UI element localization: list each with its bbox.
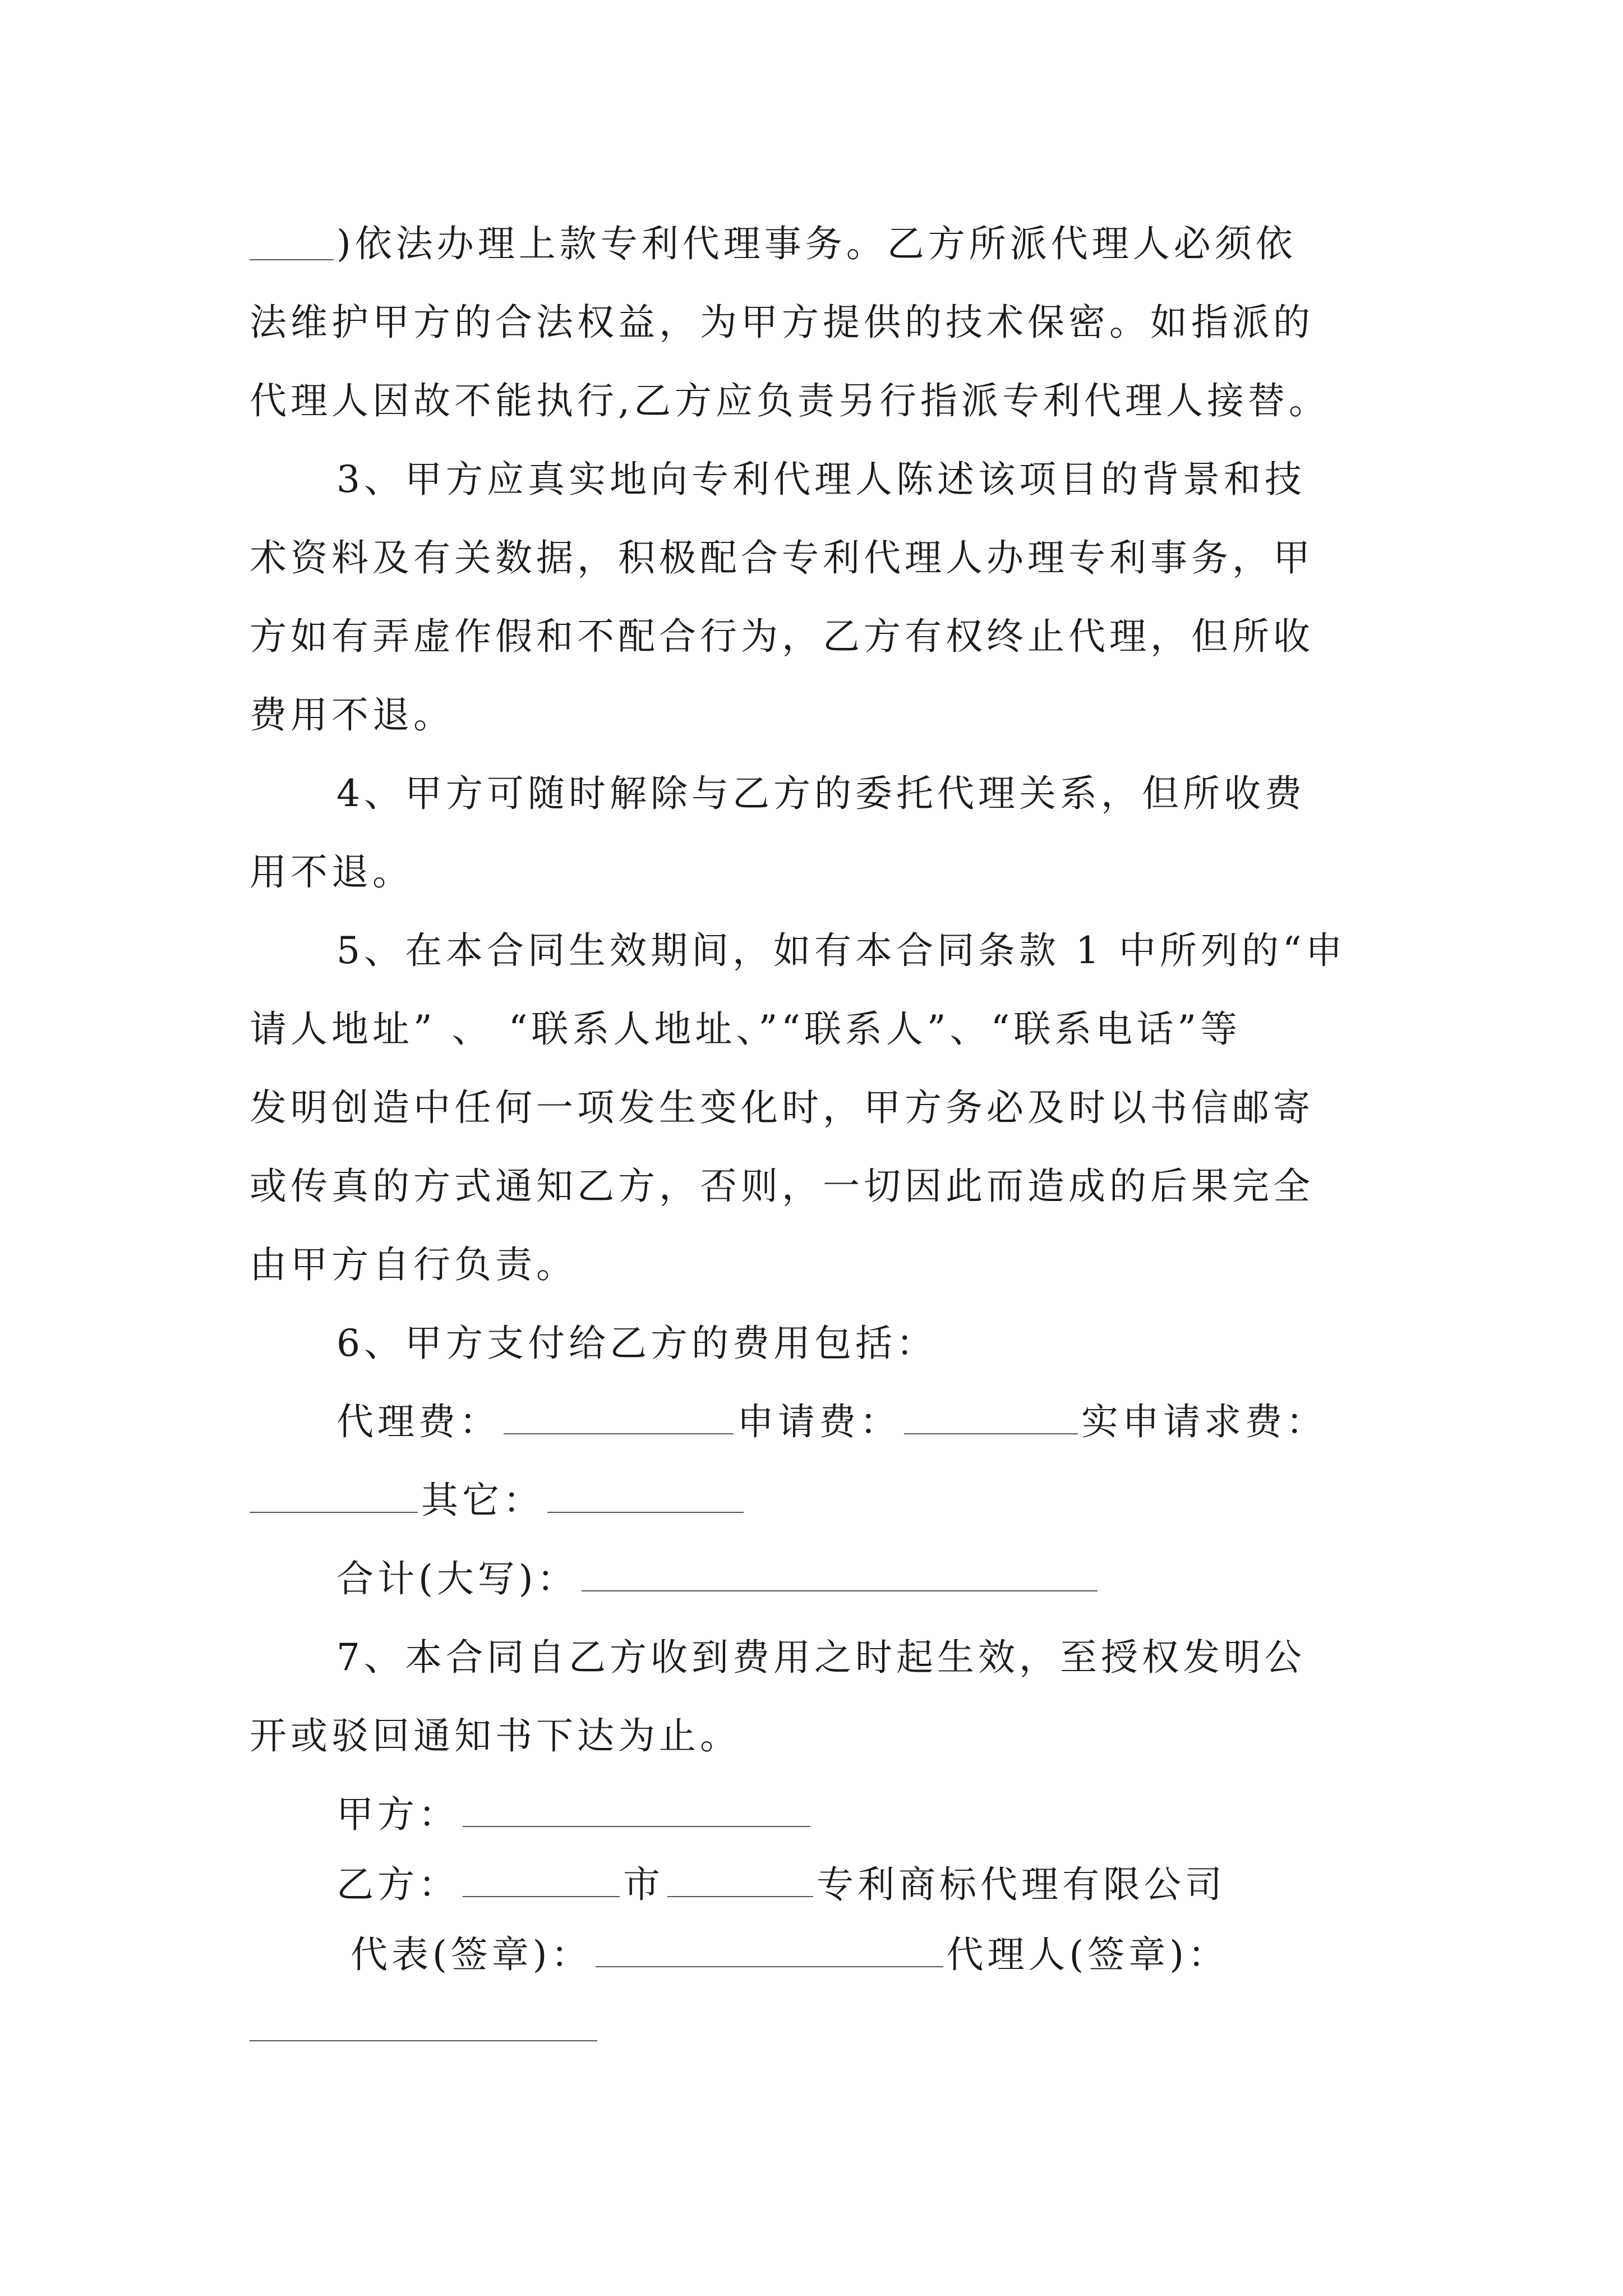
paragraph-line: 法维护甲方的合法权益，为甲方提供的技术保密。如指派的 <box>250 301 1314 344</box>
fees-row <box>336 1391 1327 1453</box>
paragraph-line: 术资料及有关数据，积极配合专利代理人办理专利事务，甲 <box>250 536 1314 579</box>
agent-signature-blank[interactable] <box>250 2040 597 2041</box>
paragraph-line: 代理人因故不能执行,乙方应负责另行指派专利代理人接替。 <box>250 379 1330 422</box>
company-suffix: 专利商标代理有限公司 <box>817 1863 1226 1906</box>
paragraph-line: 开或驳回通知书下达为止。 <box>250 1714 741 1757</box>
representative-blank[interactable] <box>596 1929 943 1967</box>
paragraph-line: 由甲方自行负责。 <box>250 1243 577 1286</box>
agency-fee-blank[interactable] <box>504 1396 734 1434</box>
clause-7-line: 7、本合同自乙方收到费用之时起生效，至授权发明公 <box>336 1636 1306 1679</box>
paragraph-line: )依法办理上款专利代理事务。乙方所派代理人必须依 <box>336 222 1297 265</box>
other-fee-row <box>250 1470 747 1531</box>
representative-label: 代表(签章)： <box>351 1933 592 1976</box>
city-label: 市 <box>623 1863 664 1906</box>
blank-line-leading <box>250 259 334 260</box>
paragraph-line: 用不退。 <box>250 850 413 894</box>
clause-5-line: 5、在本合同生效期间，如有本合同条款 1 中所列的“申 <box>336 929 1347 972</box>
party-b-label: 乙方： <box>336 1863 459 1906</box>
city-blank[interactable] <box>463 1859 620 1897</box>
paragraph-line: 发明创造中任何一项发生变化时，甲方务必及时以书信邮寄 <box>250 1086 1314 1129</box>
application-fee-label: 申请费： <box>737 1400 901 1443</box>
paragraph-line: 请人地址” 、 “联系人地址、”“联系人”、“联系电话”等 <box>250 1007 1242 1051</box>
signature-row <box>351 1924 1229 1986</box>
paragraph-line: 方如有弄虚作假和不配合行为，乙方有权终止代理，但所收 <box>250 615 1314 658</box>
paragraph-line: 或传真的方式通知乙方，否则，一切因此而造成的后果完全 <box>250 1165 1314 1208</box>
total-row <box>336 1548 1101 1610</box>
party-a-blank[interactable] <box>463 1789 810 1827</box>
agency-fee-label: 代理费： <box>336 1400 500 1443</box>
other-fee-label: 其它： <box>421 1479 544 1522</box>
party-a-row <box>336 1784 814 1846</box>
other-fee-blank[interactable] <box>547 1475 744 1513</box>
clause-3-line: 3、甲方应真实地向专利代理人陈述该项目的背景和技 <box>336 458 1306 501</box>
exam-fee-label: 实申请求费： <box>1081 1400 1327 1443</box>
clause-6-line: 6、甲方支付给乙方的费用包括： <box>336 1322 937 1365</box>
company-name-blank[interactable] <box>667 1859 813 1897</box>
paragraph-line: 费用不退。 <box>250 693 454 737</box>
exam-fee-blank[interactable] <box>250 1475 418 1513</box>
agent-label: 代理人(签章)： <box>946 1933 1229 1976</box>
party-a-label: 甲方： <box>336 1793 459 1836</box>
total-label: 合计(大写)： <box>336 1557 578 1600</box>
clause-4-line: 4、甲方可随时解除与乙方的委托代理关系，但所收费 <box>336 772 1306 815</box>
party-b-row <box>336 1854 1226 1916</box>
total-blank[interactable] <box>582 1553 1098 1591</box>
application-fee-blank[interactable] <box>904 1396 1078 1434</box>
